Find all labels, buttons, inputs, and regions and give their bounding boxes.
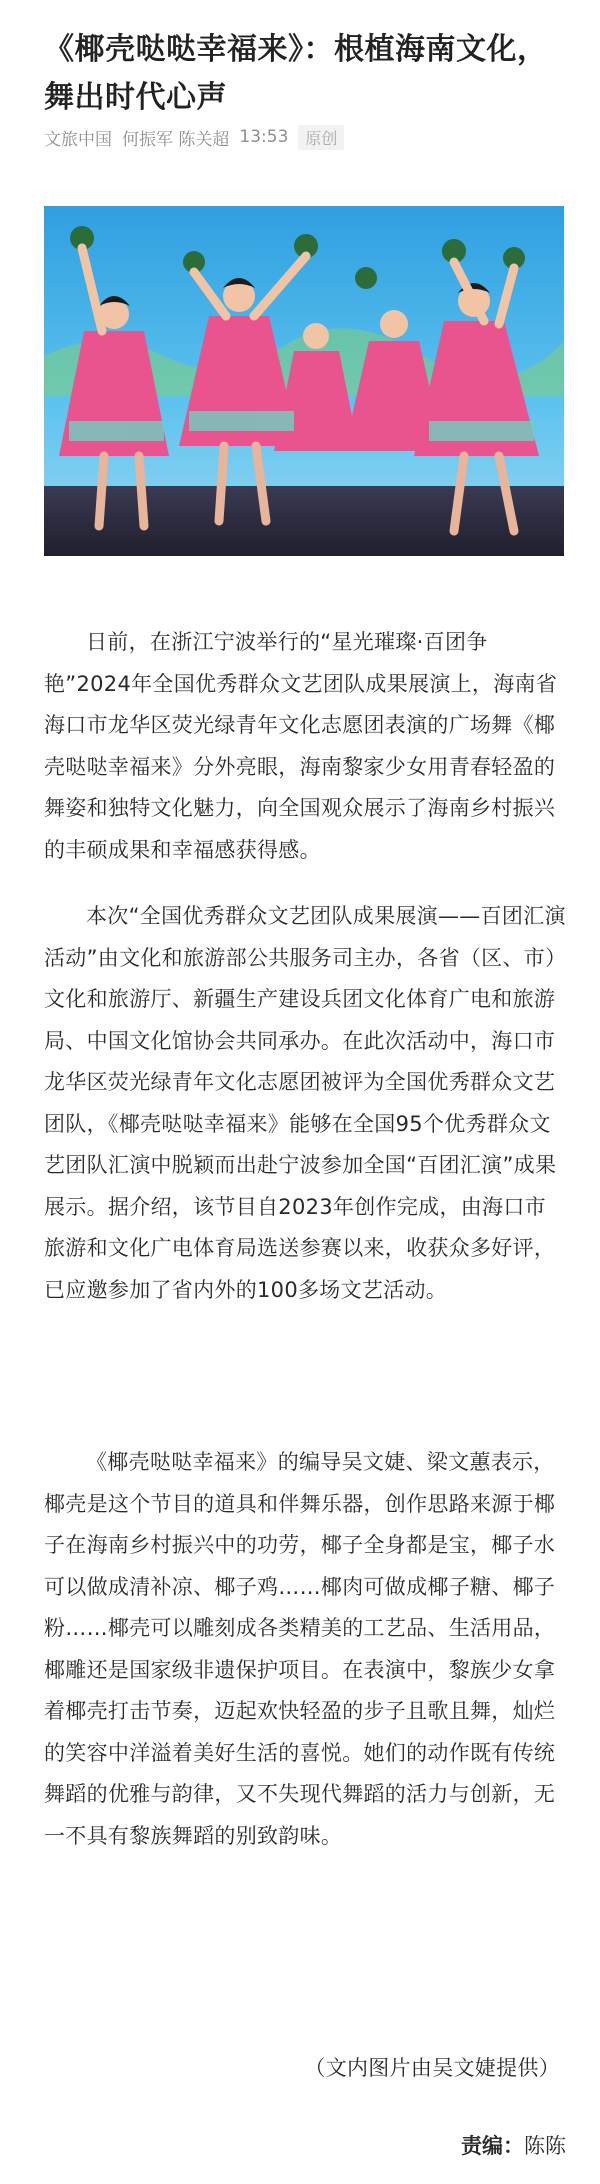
dance-photo[interactable] <box>44 206 564 556</box>
editor-line <box>461 2130 566 2160</box>
publish-time: 13:53 <box>239 127 289 147</box>
article-title: 《椰壳哒哒幸福来》：根植海南文化，舞出时代心声 <box>44 32 548 116</box>
photo-credit: （文内图片由吴文婕提供） <box>304 2056 560 2080</box>
editor-name: 陈陈 <box>524 2134 566 2158</box>
author-names: 何振军 陈关超 <box>122 129 230 150</box>
article-paragraph: 日前，在浙江宁波举行的“星光璀璨·百团争艳”2024年全国优秀群众文艺团队成果展演上，海南省海口市龙华区荧光绿青年文化志愿团表演的广场舞《椰壳哒哒幸福来》分外亮眼，海南黎家少女用青春轻盈的舞姿和独特文化魅力，向全国观众展示了海南乡村振兴的丰硕成果和幸福感获得感。 <box>44 630 558 862</box>
article-meta <box>44 124 344 150</box>
source-name[interactable]: 文旅中国 <box>44 129 112 150</box>
editor-label: 责编： <box>461 2134 524 2158</box>
article-paragraph: 本次“全国优秀群众文艺团队成果展演——百团汇演活动”由文化和旅游部公共服务司主办，各省（区、市）文化和旅游厅、新疆生产建设兵团文化体育广电和旅游局、中国文化馆协会共同承办。在此次活动中，海口市龙华区荧光绿青年文化志愿团被评为全国优秀群众文艺团队，《椰壳哒哒幸福来》能够在全国95个优秀群众文艺团队汇演中脱颖而出赴宁波参加全国“百团汇演”成果展示。据介绍，该节目自2023年创作完成，由海口市旅游和文化广电体育局选送参赛以来，收获众多好评，已应邀参加了省内外的100多场文艺活动。 <box>44 904 566 1302</box>
original-badge: 原创 <box>298 125 344 150</box>
article-paragraph: 《椰壳哒哒幸福来》的编导吴文婕、梁文蕙表示，椰壳是这个节目的道具和伴舞乐器，创作思路来源于椰子在海南乡村振兴中的功劳，椰子全身都是宝，椰子水可以做成清补凉、椰子鸡……椰肉可做成椰子糖、椰子粉……椰壳可以雕刻成各类精美的工艺品、生活用品，椰雕还是国家级非遗保护项目。在表演中，黎族少女拿着椰壳打击节奏，迈起欢快轻盈的步子且歌且舞，灿烂的笑容中洋溢着美好生活的喜悦。她们的动作既有传统舞蹈的优雅与韵律，又不失现代舞蹈的活力与创新，无一不具有黎族舞蹈的别致韵味。 <box>44 1450 556 1848</box>
